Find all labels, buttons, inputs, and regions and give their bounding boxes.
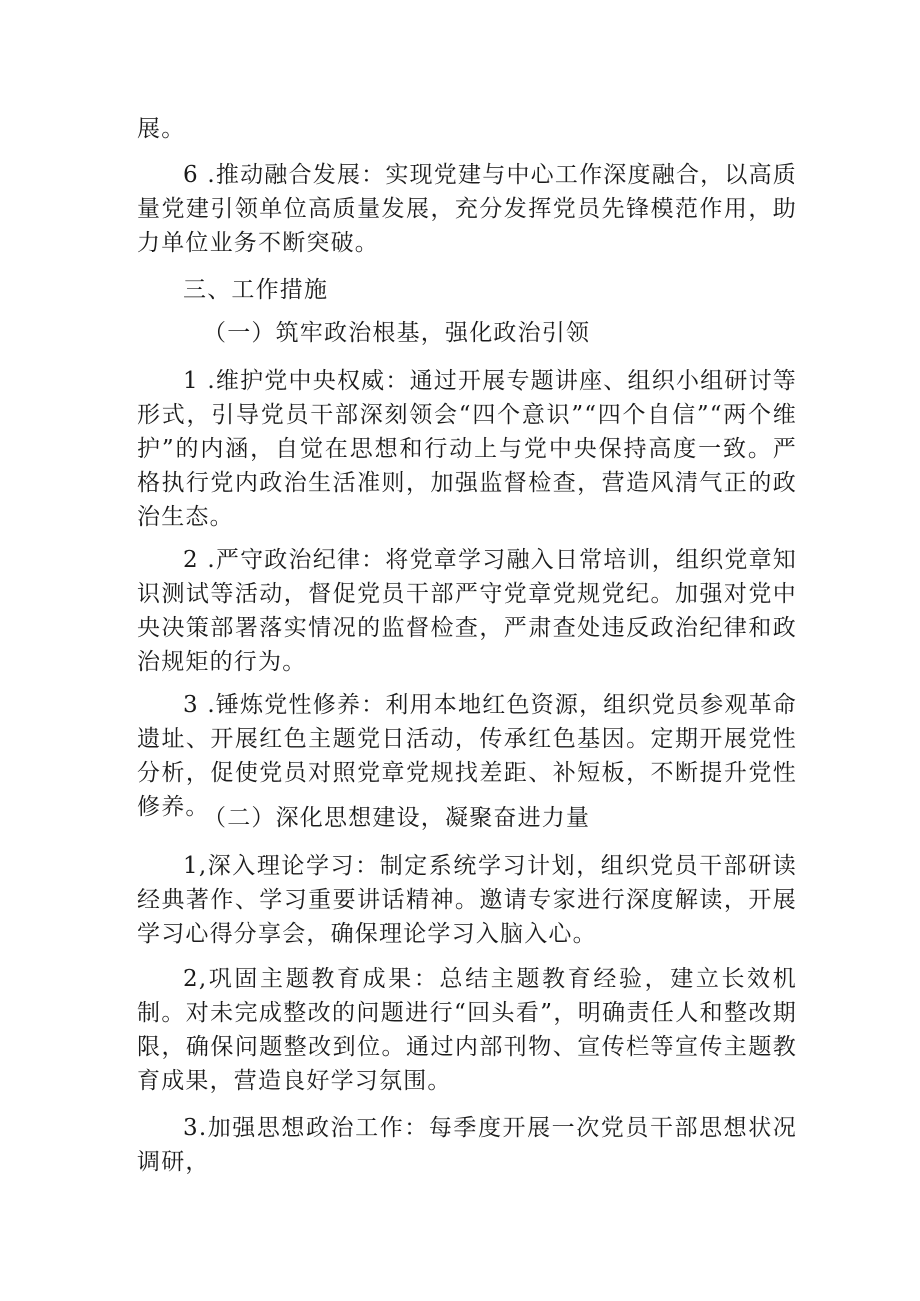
paragraph-item-3: 3 .锤炼党性修养：利用本地红色资源，组织党员参观革命遗址、开展红色主题党日活动，传承红色基因。定期开展党性分析，促使党员对照党章党规找差距、补短板，不断提升党性修养。 bbox=[137, 692, 797, 820]
section-heading-3: 三、工作措施 bbox=[183, 277, 329, 303]
paragraph-item-1b: 1,深入理论学习：制定系统学习计划，组织党员干部研读经典著作、学习重要讲话精神。邀请专家进行深度解读，开展学习心得分享会，确保理论学习入脑入心。 bbox=[137, 853, 797, 947]
subsection-heading-2: （二）深化思想建设，凝聚奋进力量 bbox=[203, 805, 591, 831]
subsection-heading-1: （一）筑牢政治根基，强化政治引领 bbox=[203, 320, 591, 346]
paragraph-item-6: 6 .推动融合发展：实现党建与中心工作深度融合，以高质量党建引领单位高质量发展，充分发挥党员先锋模范作用，助力单位业务不断突破。 bbox=[137, 162, 797, 256]
paragraph-item-3b: 3.加强思想政治工作：每季度开展一次党员干部思想状况调研， bbox=[137, 1115, 797, 1175]
paragraph-item-1: 1 .维护党中央权威：通过开展专题讲座、组织小组研讨等形式，引导党员干部深刻领会“四个意识”“四个自信”“两个维护”的内涵，自觉在思想和行动上与党中央保持高度一致。严格执行党内政治生活准则，加强监督检查，营造风清气正的政治生态。 bbox=[137, 368, 797, 530]
paragraph-continuation: 展。 bbox=[137, 116, 186, 142]
paragraph-item-2b: 2,巩固主题教育成果：总结主题教育经验，建立长效机制。对未完成整改的问题进行“回头看”，明确责任人和整改期限，确保问题整改到位。通过内部刊物、宣传栏等宣传主题教育成果，营造良好学习氛围。 bbox=[137, 966, 797, 1094]
paragraph-item-2: 2 .严守政治纪律：将党章学习融入日常培训，组织党章知识测试等活动，督促党员干部严守党章党规党纪。加强对党中央决策部署落实情况的监督检查，严肃查处违反政治纪律和政治规矩的行为。 bbox=[137, 547, 797, 675]
